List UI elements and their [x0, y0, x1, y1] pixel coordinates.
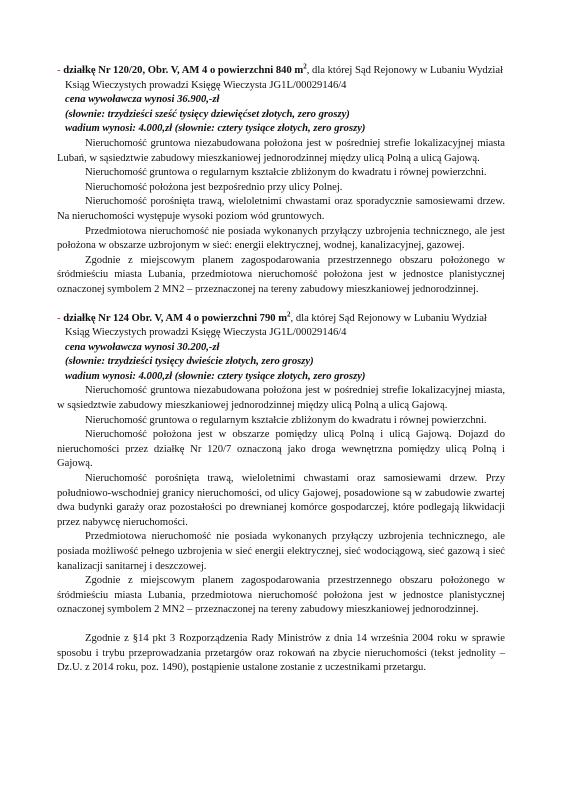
starting-price: cena wywoławcza wynosi 36.900,-zł	[65, 94, 220, 106]
paragraph: Nieruchomość położona jest w obszarze pomiędzy ulicą Polną i ulicą Gajową. Dojazd do nieruchomości przez działkę Nr 120/7 oznaczoną jako droga wewnętrzna pomiędzy ulicą Polną i Gajową.	[57, 429, 505, 470]
deposit: wadium wynosi: 4.000,zł (słownie: cztery tysiące złotych, zero groszy)	[65, 123, 366, 135]
document-body	[57, 64, 505, 676]
parcel-register: , dla której Sąd Rejonowy w Lubaniu Wydział Ksiąg Wieczystych prowadzi Księgę Wieczysta JG1L/00029146/4	[65, 65, 504, 91]
paragraph: Zgodnie z miejscowym planem zagospodarowania przestrzennego obszaru położonego w śródmieściu miasta Lubania, przedmiotowa nieruchomość położona jest w jednostce planistycznej oznaczonej symbolem 2 MN2 – przeznaczonej na tereny zabudowy mieszkaniowej jednorodzinnej.	[57, 254, 505, 295]
parcel-id: działkę Nr 120/20, Obr. V, AM 4 o powierzchni 840 m	[63, 65, 304, 76]
paragraph: Zgodnie z miejscowym planem zagospodarowania przestrzennego obszaru położonego w śródmieściu miasta Lubania, przedmiotowa nieruchomość położona jest w jednostce planistycznej oznaczonej symbolem 2 MN2 – przeznaczonej na tereny zabudowy mieszkaniowej jednorodzinnej.	[57, 575, 505, 616]
starting-price-words: (słownie: trzydzieści tysięcy dwieście złotych, zero groszy)	[65, 356, 314, 368]
paragraph: Nieruchomość gruntowa niezabudowana położona jest w pośredniej strefie lokalizacyjnej miasta Lubań, w sąsiedztwie zabudowy mieszkaniowej jednorodzinnej między ulicą Polną a ulicą Gajową.	[57, 137, 505, 164]
section-spacer	[57, 298, 505, 312]
parcel-heading	[57, 309, 505, 341]
starting-price-words: (słownie: trzydzieści sześć tysięcy dziewięćset złotych, zero groszy)	[65, 108, 350, 120]
parcel-heading	[57, 64, 505, 93]
paragraph: Nieruchomość gruntowa niezabudowana położona jest w pośredniej strefie lokalizacyjnej miasta, w sąsiedztwie zabudowy mieszkaniowej jednorodzinnej między ulicą Polną a ulicą Gajową.	[57, 385, 505, 412]
list-dash: -	[57, 65, 61, 76]
area-unit-sup: 2	[287, 309, 291, 318]
parcel-register: , dla której Sąd Rejonowy w Lubaniu Wydział Ksiąg Wieczystych prowadzi Księgę Wieczysta JG1L/00029146/4	[65, 312, 487, 339]
closing-paragraph: Zgodnie z §14 pkt 3 Rozporządzenia Rady Ministrów z dnia 14 września 2004 roku w sprawie sposobu i trybu przeprowadzania przetargów oraz rokowań na zbycie nieruchomości (tekst jednolity – Dz.U. z 2014 roku, poz. 1490), postąpienie ustalone zostanie z uczestnikami przetargu.	[57, 632, 505, 674]
paragraph: Nieruchomość gruntowa o regularnym kształcie zbliżonym do kwadratu i równej powierzchni.	[85, 414, 487, 426]
paragraph: Nieruchomość gruntowa o regularnym kształcie zbliżonym do kwadratu i równej powierzchni.	[85, 167, 487, 179]
paragraph: Przedmiotowa nieruchomość nie posiada wykonanych przyłączy uzbrojenia technicznego, ale jest położona w obszarze uzbrojonym w sieć: energii elektrycznej, wodnej, kanalizacyjnej, gazowej.	[57, 225, 505, 252]
deposit: wadium wynosi: 4.000,zł (słownie: cztery tysiące złotych, zero groszy)	[65, 370, 366, 382]
paragraph: Nieruchomość położona jest bezpośrednio przy ulicy Polnej.	[85, 181, 343, 193]
paragraph: Przedmiotowa nieruchomość nie posiada wykonanych przyłączy uzbrojenia technicznego, ale posiada możliwość pełnego uzbrojenia w sieć energii elektrycznej, sieć wodociągową, sieć gazową i sieć kanalizacji sanitarnej i deszczowej.	[57, 531, 505, 572]
paragraph: Nieruchomość porośnięta trawą, wieloletnimi chwastami oraz sporadycznie samosiewami drzew. Na nieruchomości występuje wysoki poziom wód gruntowych.	[57, 196, 505, 222]
area-unit-sup: 2	[303, 62, 307, 71]
section-spacer	[57, 618, 505, 632]
parcel-section-2	[57, 309, 505, 618]
paragraph: Nieruchomość porośnięta trawą, wieloletnimi chwastami oraz samosiewami drzew. Przy południowo-wschodniej granicy nieruchomości, od ulicy Gajowej, posadowione są w zabudowie zwartej dwa budynki garaży oraz pozostałości po drewnianej komórce gospodarczej, które podlegają likwidacji przez nabywcę nieruchomości.	[57, 473, 505, 528]
parcel-section-1	[57, 64, 505, 298]
starting-price: cena wywoławcza wynosi 30.200,-zł	[65, 341, 220, 353]
parcel-id: działkę Nr 124 Obr. V, AM 4 o powierzchni 790 m	[63, 312, 288, 324]
list-dash: -	[57, 312, 61, 324]
